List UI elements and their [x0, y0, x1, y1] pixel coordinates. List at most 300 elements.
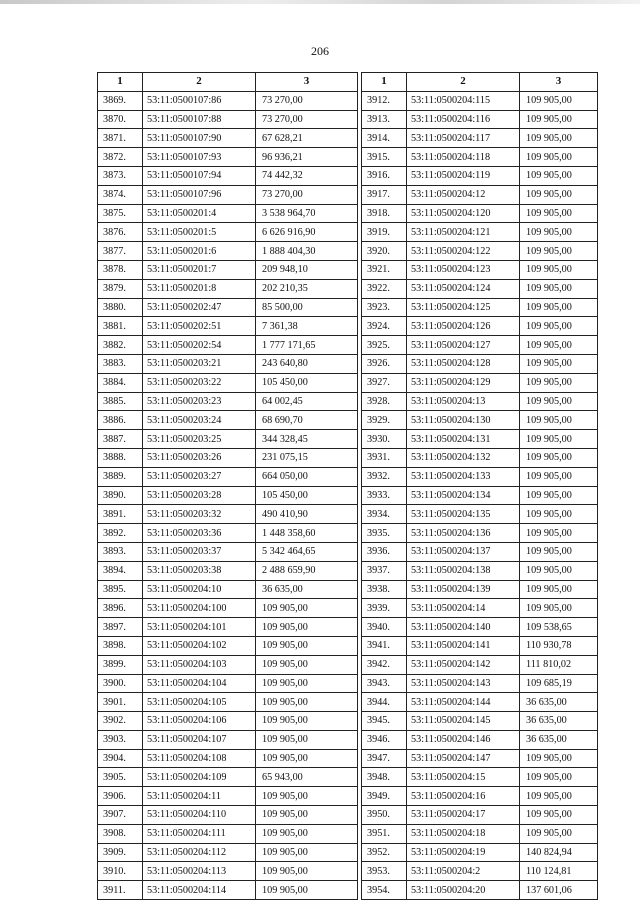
table-row: [98, 824, 358, 843]
table-row: [98, 768, 358, 787]
table-row: [98, 730, 358, 749]
cadastral-value: 140 824,94: [520, 843, 598, 862]
cadastral-number: 53:11:0500203:26: [143, 448, 256, 467]
scan-edge-artifact: [0, 0, 640, 4]
column-header: 3: [256, 73, 358, 92]
cadastral-value: 109 905,00: [520, 542, 598, 561]
cadastral-number: 53:11:0500204:138: [407, 561, 520, 580]
cadastral-value: 110 124,81: [520, 862, 598, 881]
table-row: [98, 806, 358, 825]
cadastral-number: 53:11:0500204:142: [407, 655, 520, 674]
cadastral-value: 64 002,45: [256, 392, 358, 411]
row-number: 3917.: [362, 185, 407, 204]
cadastral-value: 105 450,00: [256, 486, 358, 505]
table-row: [98, 185, 358, 204]
cadastral-value: 109 905,00: [256, 730, 358, 749]
row-number: 3932.: [362, 467, 407, 486]
cadastral-value: 109 905,00: [520, 298, 598, 317]
row-number: 3918.: [362, 204, 407, 223]
row-number: 3931.: [362, 448, 407, 467]
cadastral-value: 109 905,00: [520, 223, 598, 242]
row-number: 3925.: [362, 336, 407, 355]
table-row: [98, 599, 358, 618]
table-row: [362, 317, 598, 336]
cadastral-number: 53:11:0500204:102: [143, 636, 256, 655]
table-row: [362, 843, 598, 862]
table-row: [98, 749, 358, 768]
cadastral-number: 53:11:0500107:96: [143, 185, 256, 204]
table-row: [362, 448, 598, 467]
row-number: 3944.: [362, 693, 407, 712]
row-number: 3902.: [98, 712, 143, 731]
cadastral-value: 202 210,35: [256, 279, 358, 298]
table-row: [362, 862, 598, 881]
row-number: 3942.: [362, 655, 407, 674]
table-row: [98, 881, 358, 900]
row-number: 3951.: [362, 824, 407, 843]
cadastral-value: 73 270,00: [256, 185, 358, 204]
cadastral-number: 53:11:0500204:135: [407, 505, 520, 524]
row-number: 3895.: [98, 580, 143, 599]
table-row: [98, 317, 358, 336]
cadastral-value: 109 905,00: [520, 204, 598, 223]
row-number: 3926.: [362, 354, 407, 373]
row-number: 3899.: [98, 655, 143, 674]
cadastral-number: 53:11:0500204:103: [143, 655, 256, 674]
cadastral-number: 53:11:0500204:147: [407, 749, 520, 768]
cadastral-number: 53:11:0500201:6: [143, 242, 256, 261]
table-row: [362, 693, 598, 712]
cadastral-value: 109 905,00: [520, 336, 598, 355]
row-number: 3954.: [362, 881, 407, 900]
table-header-row: [98, 73, 358, 92]
cadastral-value: 109 905,00: [256, 636, 358, 655]
table-row: [362, 110, 598, 129]
row-number: 3950.: [362, 806, 407, 825]
cadastral-value: 109 905,00: [256, 618, 358, 637]
row-number: 3904.: [98, 749, 143, 768]
cadastral-number: 53:11:0500204:114: [143, 881, 256, 900]
cadastral-number: 53:11:0500204:117: [407, 129, 520, 148]
row-number: 3885.: [98, 392, 143, 411]
cadastral-number: 53:11:0500204:123: [407, 260, 520, 279]
cadastral-value: 109 905,00: [520, 580, 598, 599]
cadastral-number: 53:11:0500204:11: [143, 787, 256, 806]
row-number: 3894.: [98, 561, 143, 580]
table-row: [362, 542, 598, 561]
table-row: [98, 636, 358, 655]
row-number: 3941.: [362, 636, 407, 655]
table-row: [362, 655, 598, 674]
cadastral-number: 53:11:0500204:146: [407, 730, 520, 749]
row-number: 3878.: [98, 260, 143, 279]
cadastral-value: 109 905,00: [256, 599, 358, 618]
row-number: 3947.: [362, 749, 407, 768]
cadastral-number: 53:11:0500201:7: [143, 260, 256, 279]
row-number: 3877.: [98, 242, 143, 261]
table-row: [362, 524, 598, 543]
table-row: [98, 467, 358, 486]
cadastral-number: 53:11:0500204:131: [407, 430, 520, 449]
cadastral-number: 53:11:0500204:129: [407, 373, 520, 392]
cadastral-number: 53:11:0500204:17: [407, 806, 520, 825]
cadastral-value: 109 905,00: [520, 129, 598, 148]
table-row: [98, 260, 358, 279]
row-number: 3910.: [98, 862, 143, 881]
cadastral-number: 53:11:0500204:113: [143, 862, 256, 881]
cadastral-value: 96 936,21: [256, 148, 358, 167]
table-row: [362, 185, 598, 204]
row-number: 3937.: [362, 561, 407, 580]
cadastral-number: 53:11:0500107:86: [143, 91, 256, 110]
row-number: 3903.: [98, 730, 143, 749]
row-number: 3922.: [362, 279, 407, 298]
table-row: [362, 806, 598, 825]
table-row: [98, 242, 358, 261]
cadastral-value: 109 905,00: [520, 749, 598, 768]
table-row: [362, 204, 598, 223]
table-row: [362, 354, 598, 373]
cadastral-value: 109 905,00: [520, 486, 598, 505]
row-number: 3901.: [98, 693, 143, 712]
table-row: [362, 298, 598, 317]
row-number: 3948.: [362, 768, 407, 787]
row-number: 3873.: [98, 166, 143, 185]
table-row: [362, 505, 598, 524]
row-number: 3927.: [362, 373, 407, 392]
row-number: 3930.: [362, 430, 407, 449]
cadastral-number: 53:11:0500204:139: [407, 580, 520, 599]
table-row: [362, 636, 598, 655]
row-number: 3888.: [98, 448, 143, 467]
cadastral-number: 53:11:0500204:132: [407, 448, 520, 467]
row-number: 3896.: [98, 599, 143, 618]
table-row: [362, 392, 598, 411]
row-number: 3919.: [362, 223, 407, 242]
row-number: 3929.: [362, 411, 407, 430]
cadastral-number: 53:11:0500204:133: [407, 467, 520, 486]
table-row: [98, 223, 358, 242]
cadastral-value: 231 075,15: [256, 448, 358, 467]
cadastral-value: 109 905,00: [256, 712, 358, 731]
cadastral-value: 109 905,00: [256, 824, 358, 843]
cadastral-number: 53:11:0500202:54: [143, 336, 256, 355]
cadastral-table-left: [97, 72, 358, 900]
row-number: 3945.: [362, 712, 407, 731]
cadastral-number: 53:11:0500204:119: [407, 166, 520, 185]
table-row: [362, 336, 598, 355]
cadastral-number: 53:11:0500204:110: [143, 806, 256, 825]
cadastral-value: 109 905,00: [520, 373, 598, 392]
row-number: 3913.: [362, 110, 407, 129]
cadastral-number: 53:11:0500204:101: [143, 618, 256, 637]
cadastral-value: 109 905,00: [520, 148, 598, 167]
row-number: 3940.: [362, 618, 407, 637]
table-row: [362, 242, 598, 261]
table-row: [98, 843, 358, 862]
row-number: 3912.: [362, 91, 407, 110]
table-row: [98, 392, 358, 411]
table-row: [98, 354, 358, 373]
cadastral-number: 53:11:0500204:145: [407, 712, 520, 731]
cadastral-value: 109 905,00: [520, 110, 598, 129]
table-row: [98, 430, 358, 449]
cadastral-number: 53:11:0500203:23: [143, 392, 256, 411]
table-row: [362, 599, 598, 618]
row-number: 3886.: [98, 411, 143, 430]
cadastral-number: 53:11:0500204:141: [407, 636, 520, 655]
table-header-row: [362, 73, 598, 92]
cadastral-number: 53:11:0500204:111: [143, 824, 256, 843]
cadastral-value: 65 943,00: [256, 768, 358, 787]
table-row: [98, 411, 358, 430]
cadastral-number: 53:11:0500204:12: [407, 185, 520, 204]
row-number: 3946.: [362, 730, 407, 749]
row-number: 3881.: [98, 317, 143, 336]
table-row: [362, 561, 598, 580]
table-row: [98, 298, 358, 317]
cadastral-number: 53:11:0500204:126: [407, 317, 520, 336]
table-row: [362, 486, 598, 505]
cadastral-number: 53:11:0500203:22: [143, 373, 256, 392]
cadastral-value: 109 905,00: [520, 524, 598, 543]
cadastral-number: 53:11:0500204:116: [407, 110, 520, 129]
cadastral-number: 53:11:0500204:137: [407, 542, 520, 561]
cadastral-value: 109 905,00: [520, 166, 598, 185]
cadastral-value: 490 410,90: [256, 505, 358, 524]
cadastral-number: 53:11:0500204:105: [143, 693, 256, 712]
table-row: [362, 148, 598, 167]
cadastral-value: 109 905,00: [520, 392, 598, 411]
row-number: 3871.: [98, 129, 143, 148]
row-number: 3921.: [362, 260, 407, 279]
cadastral-number: 53:11:0500204:115: [407, 91, 520, 110]
cadastral-value: 109 905,00: [520, 768, 598, 787]
row-number: 3898.: [98, 636, 143, 655]
cadastral-value: 209 948,10: [256, 260, 358, 279]
cadastral-number: 53:11:0500204:15: [407, 768, 520, 787]
cadastral-value: 67 628,21: [256, 129, 358, 148]
table-row: [362, 166, 598, 185]
row-number: 3905.: [98, 768, 143, 787]
cadastral-number: 53:11:0500204:127: [407, 336, 520, 355]
row-number: 3884.: [98, 373, 143, 392]
row-number: 3908.: [98, 824, 143, 843]
row-number: 3943.: [362, 674, 407, 693]
cadastral-number: 53:11:0500204:136: [407, 524, 520, 543]
row-number: 3934.: [362, 505, 407, 524]
table-row: [362, 430, 598, 449]
row-number: 3879.: [98, 279, 143, 298]
table-row: [362, 712, 598, 731]
table-row: [98, 166, 358, 185]
cadastral-number: 53:11:0500203:21: [143, 354, 256, 373]
cadastral-value: 109 905,00: [520, 787, 598, 806]
table-row: [362, 674, 598, 693]
cadastral-table-right: [361, 72, 598, 900]
cadastral-value: 109 905,00: [520, 599, 598, 618]
table-row: [362, 91, 598, 110]
cadastral-value: 111 810,02: [520, 655, 598, 674]
cadastral-value: 109 905,00: [520, 279, 598, 298]
cadastral-number: 53:11:0500202:51: [143, 317, 256, 336]
table-row: [98, 674, 358, 693]
cadastral-number: 53:11:0500107:88: [143, 110, 256, 129]
table-row: [362, 223, 598, 242]
cadastral-value: 109 905,00: [256, 806, 358, 825]
column-header: 2: [143, 73, 256, 92]
cadastral-value: 109 905,00: [520, 430, 598, 449]
cadastral-value: 109 905,00: [520, 505, 598, 524]
row-number: 3900.: [98, 674, 143, 693]
cadastral-value: 109 905,00: [520, 185, 598, 204]
table-row: [362, 260, 598, 279]
table-row: [98, 91, 358, 110]
cadastral-number: 53:11:0500204:20: [407, 881, 520, 900]
cadastral-number: 53:11:0500204:109: [143, 768, 256, 787]
row-number: 3887.: [98, 430, 143, 449]
table-row: [362, 580, 598, 599]
cadastral-number: 53:11:0500204:125: [407, 298, 520, 317]
row-number: 3949.: [362, 787, 407, 806]
cadastral-value: 109 905,00: [520, 242, 598, 261]
table-row: [362, 730, 598, 749]
row-number: 3876.: [98, 223, 143, 242]
table-row: [362, 824, 598, 843]
cadastral-value: 85 500,00: [256, 298, 358, 317]
row-number: 3892.: [98, 524, 143, 543]
table-row: [98, 204, 358, 223]
cadastral-value: 137 601,06: [520, 881, 598, 900]
row-number: 3882.: [98, 336, 143, 355]
table-row: [98, 129, 358, 148]
cadastral-number: 53:11:0500204:18: [407, 824, 520, 843]
cadastral-value: 109 905,00: [256, 881, 358, 900]
cadastral-value: 2 488 659,90: [256, 561, 358, 580]
cadastral-value: 110 930,78: [520, 636, 598, 655]
cadastral-value: 74 442,32: [256, 166, 358, 185]
cadastral-number: 53:11:0500107:93: [143, 148, 256, 167]
table-row: [98, 561, 358, 580]
row-number: 3874.: [98, 185, 143, 204]
table-row: [98, 448, 358, 467]
cadastral-value: 109 905,00: [520, 354, 598, 373]
cadastral-number: 53:11:0500204:14: [407, 599, 520, 618]
cadastral-value: 109 905,00: [520, 806, 598, 825]
cadastral-number: 53:11:0500201:5: [143, 223, 256, 242]
row-number: 3897.: [98, 618, 143, 637]
row-number: 3872.: [98, 148, 143, 167]
table-row: [98, 279, 358, 298]
cadastral-value: 109 905,00: [520, 260, 598, 279]
cadastral-value: 1 448 358,60: [256, 524, 358, 543]
row-number: 3880.: [98, 298, 143, 317]
column-header: 3: [520, 73, 598, 92]
row-number: 3916.: [362, 166, 407, 185]
row-number: 3939.: [362, 599, 407, 618]
cadastral-value: 109 905,00: [520, 411, 598, 430]
cadastral-number: 53:11:0500204:128: [407, 354, 520, 373]
row-number: 3869.: [98, 91, 143, 110]
table-row: [98, 505, 358, 524]
table-row: [98, 524, 358, 543]
table-row: [98, 148, 358, 167]
table-row: [98, 693, 358, 712]
cadastral-number: 53:11:0500204:134: [407, 486, 520, 505]
cadastral-number: 53:11:0500204:130: [407, 411, 520, 430]
page-number: 206: [311, 44, 329, 58]
cadastral-number: 53:11:0500201:8: [143, 279, 256, 298]
cadastral-value: 344 328,45: [256, 430, 358, 449]
table-row: [362, 787, 598, 806]
row-number: 3935.: [362, 524, 407, 543]
cadastral-value: 5 342 464,65: [256, 542, 358, 561]
table-row: [362, 373, 598, 392]
cadastral-value: 36 635,00: [520, 712, 598, 731]
cadastral-number: 53:11:0500204:107: [143, 730, 256, 749]
cadastral-number: 53:11:0500204:10: [143, 580, 256, 599]
row-number: 3915.: [362, 148, 407, 167]
row-number: 3928.: [362, 392, 407, 411]
cadastral-value: 109 905,00: [520, 561, 598, 580]
table-row: [362, 768, 598, 787]
table-row: [98, 580, 358, 599]
cadastral-value: 109 905,00: [520, 91, 598, 110]
table-row: [98, 110, 358, 129]
cadastral-number: 53:11:0500204:16: [407, 787, 520, 806]
table-row: [362, 881, 598, 900]
table-row: [362, 279, 598, 298]
cadastral-value: 664 050,00: [256, 467, 358, 486]
table-row: [98, 618, 358, 637]
cadastral-value: 3 538 964,70: [256, 204, 358, 223]
cadastral-number: 53:11:0500203:24: [143, 411, 256, 430]
cadastral-number: 53:11:0500204:108: [143, 749, 256, 768]
cadastral-value: 109 905,00: [256, 862, 358, 881]
cadastral-value: 36 635,00: [256, 580, 358, 599]
cadastral-number: 53:11:0500204:104: [143, 674, 256, 693]
cadastral-number: 53:11:0500201:4: [143, 204, 256, 223]
cadastral-value: 1 777 171,65: [256, 336, 358, 355]
row-number: 3924.: [362, 317, 407, 336]
cadastral-value: 109 538,65: [520, 618, 598, 637]
table-row: [98, 655, 358, 674]
cadastral-number: 53:11:0500203:32: [143, 505, 256, 524]
table-row: [98, 862, 358, 881]
cadastral-number: 53:11:0500204:106: [143, 712, 256, 731]
cadastral-value: 109 905,00: [520, 317, 598, 336]
cadastral-value: 109 905,00: [256, 693, 358, 712]
cadastral-value: 7 361,38: [256, 317, 358, 336]
table-row: [362, 411, 598, 430]
row-number: 3933.: [362, 486, 407, 505]
row-number: 3891.: [98, 505, 143, 524]
column-header: 1: [362, 73, 407, 92]
cadastral-number: 53:11:0500203:37: [143, 542, 256, 561]
cadastral-value: 36 635,00: [520, 730, 598, 749]
cadastral-number: 53:11:0500204:140: [407, 618, 520, 637]
cadastral-number: 53:11:0500203:36: [143, 524, 256, 543]
column-header: 1: [98, 73, 143, 92]
table-row: [362, 618, 598, 637]
table-row: [362, 129, 598, 148]
cadastral-number: 53:11:0500204:112: [143, 843, 256, 862]
row-number: 3870.: [98, 110, 143, 129]
cadastral-number: 53:11:0500107:94: [143, 166, 256, 185]
row-number: 3952.: [362, 843, 407, 862]
row-number: 3893.: [98, 542, 143, 561]
cadastral-number: 53:11:0500107:90: [143, 129, 256, 148]
